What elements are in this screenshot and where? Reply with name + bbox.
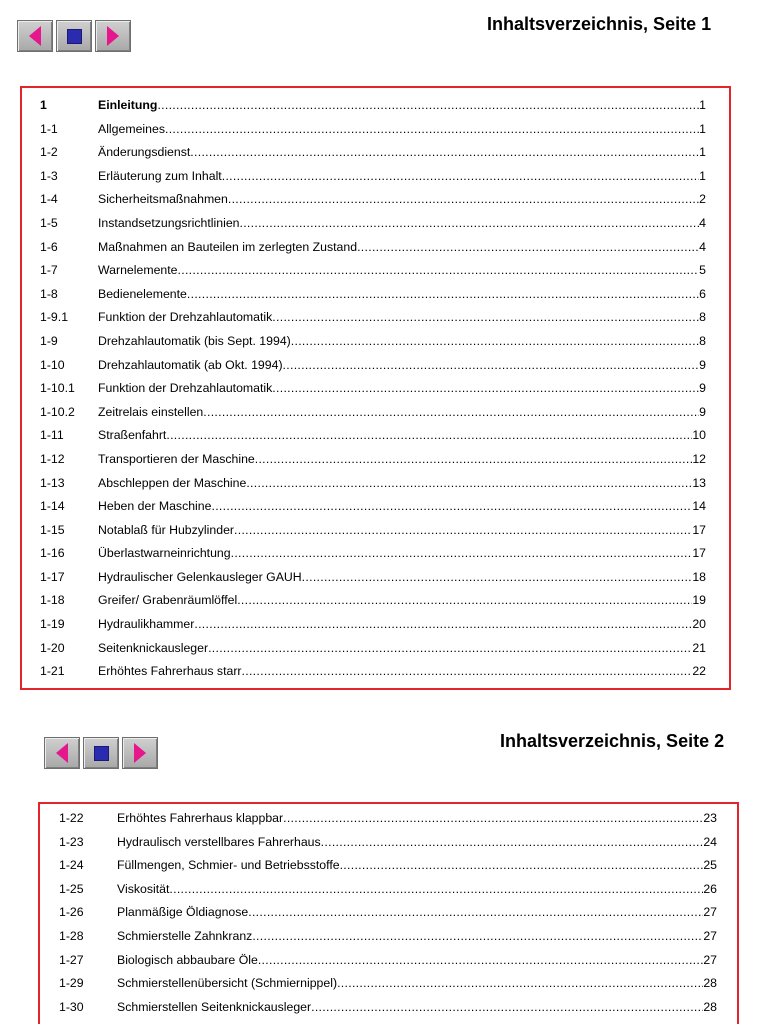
toc-entry-title[interactable]: Notablaß für Hubzylinder xyxy=(98,522,235,537)
toc-entry[interactable] xyxy=(40,236,706,260)
toc-entry-number: 1-7 xyxy=(40,263,58,278)
toc-entry[interactable] xyxy=(59,807,717,831)
toc-entry-number: 1-15 xyxy=(40,522,65,537)
toc-entry-number: 1-10.2 xyxy=(40,404,75,419)
nav-bar-1 xyxy=(17,20,131,52)
toc-entry[interactable] xyxy=(40,542,706,566)
toc-entry-number: 1-12 xyxy=(40,451,65,466)
toc-entry-page: 19 xyxy=(692,593,706,608)
toc-entry-title[interactable]: Seitenknickausleger xyxy=(98,640,209,655)
toc-dot-leader xyxy=(165,118,699,142)
toc-entry[interactable] xyxy=(40,283,706,307)
toc-entry-number: 1-8 xyxy=(40,286,58,301)
toc-entry-number: 1-21 xyxy=(40,664,65,679)
toc-entry-title[interactable]: Biologisch abbaubare Öle xyxy=(117,952,258,967)
toc-entry-title[interactable]: Funktion der Drehzahlautomatik xyxy=(98,310,273,325)
toc-entry[interactable] xyxy=(59,925,717,949)
square-stop-icon xyxy=(94,746,109,761)
toc-entry[interactable] xyxy=(40,519,706,543)
toc-dot-leader xyxy=(190,141,699,165)
toc-entry-number: 1-18 xyxy=(40,593,65,608)
toc-entry[interactable] xyxy=(40,613,706,637)
toc-entry-page: 5 xyxy=(699,263,706,278)
toc-entry-number: 1-14 xyxy=(40,499,65,514)
toc-dot-leader xyxy=(240,212,700,236)
toc-entry-page: 8 xyxy=(699,333,706,348)
toc-entry[interactable] xyxy=(40,637,706,661)
toc-entry[interactable] xyxy=(40,94,706,118)
toc-entry[interactable] xyxy=(59,878,717,902)
triangle-left-icon xyxy=(29,26,41,46)
toc-entry[interactable] xyxy=(40,401,706,425)
toc-dot-leader xyxy=(258,949,703,973)
toc-entry-number: 1-6 xyxy=(40,239,58,254)
toc-entry[interactable] xyxy=(40,589,706,613)
prev-page-button[interactable] xyxy=(17,20,53,52)
toc-entry-page: 27 xyxy=(703,928,717,943)
toc-dot-leader xyxy=(228,188,699,212)
toc-entry[interactable] xyxy=(59,996,717,1020)
toc-entry-page: 28 xyxy=(703,999,717,1014)
toc-entry-title[interactable]: Erhöhtes Fahrerhaus starr xyxy=(98,664,242,679)
toc-entry[interactable] xyxy=(40,660,706,684)
toc-dot-leader xyxy=(203,401,699,425)
toc-box-1 xyxy=(20,86,731,690)
toc-entry-page: 27 xyxy=(703,905,717,920)
toc-dot-leader xyxy=(157,94,699,118)
toc-entry-number: 1-10 xyxy=(40,357,65,372)
toc-dot-leader xyxy=(222,165,699,189)
toc-entry-number: 1-22 xyxy=(59,811,84,825)
toc-dot-leader xyxy=(357,236,699,260)
toc-entry-page: 10 xyxy=(692,428,706,443)
toc-entry-title[interactable]: Schmierstelle Zahnkranz xyxy=(117,928,253,943)
toc-dot-leader xyxy=(340,854,704,878)
toc-entry-title[interactable]: Einleitung xyxy=(98,98,158,112)
toc-entry-page: 13 xyxy=(692,475,706,490)
toc-dot-leader xyxy=(242,660,693,684)
toc-dot-leader xyxy=(237,589,692,613)
toc-entry[interactable] xyxy=(59,972,717,996)
toc-entry-title[interactable]: Allgemeines xyxy=(98,121,165,136)
toc-entry-title[interactable]: Abschleppen der Maschine xyxy=(98,475,247,490)
toc-entry-number: 1-13 xyxy=(40,475,65,490)
toc-entry-number: 1-4 xyxy=(40,192,58,207)
toc-entry-page: 1 xyxy=(699,168,706,183)
toc-dot-leader xyxy=(231,542,693,566)
nav-bar-2 xyxy=(44,737,158,769)
toc-entry-title[interactable]: Schmierstellen Seitenknickausleger xyxy=(117,999,312,1014)
toc-entry[interactable] xyxy=(40,306,706,330)
toc-dot-leader xyxy=(272,306,699,330)
toc-dot-leader xyxy=(255,448,693,472)
toc-dot-leader xyxy=(302,566,693,590)
toc-entry-page: 4 xyxy=(699,239,706,254)
toc-entry-page: 26 xyxy=(703,881,717,896)
toc-entry-number: 1-1 xyxy=(40,121,58,136)
toc-entry-title[interactable]: Viskosität xyxy=(117,881,170,896)
toc-entry[interactable] xyxy=(40,141,706,165)
toc-entry-number: 1-20 xyxy=(40,640,65,655)
toc-dot-leader xyxy=(169,878,703,902)
triangle-left-icon xyxy=(56,743,68,763)
toc-entry-title[interactable]: Erläuterung zum Inhalt xyxy=(98,168,222,183)
toc-dot-leader xyxy=(234,519,692,543)
triangle-right-icon xyxy=(107,26,119,46)
toc-entry-title[interactable]: Heben der Maschine xyxy=(98,499,212,514)
toc-entry-page: 1 xyxy=(699,145,706,160)
toc-entry-number: 1-24 xyxy=(59,858,84,873)
toc-entry-title[interactable]: Sicherheitsmaßnahmen xyxy=(98,192,228,207)
toc-entry-number: 1-9.1 xyxy=(40,310,69,325)
toc-entry-page: 28 xyxy=(703,976,717,991)
toc-dot-leader xyxy=(248,901,703,925)
toc-entry-title[interactable]: Bedienelemente xyxy=(98,286,187,301)
toc-dot-leader xyxy=(311,996,703,1020)
toc-entry-page: 1 xyxy=(699,98,706,112)
toc-entry-title[interactable]: Zeitrelais einstellen xyxy=(98,404,204,419)
toc-entry-title[interactable]: Planmäßige Öldiagnose xyxy=(117,905,249,920)
toc-entry-title[interactable]: Hydraulikhammer xyxy=(98,617,195,632)
toc-entry-page: 12 xyxy=(692,451,706,466)
toc-dot-leader xyxy=(283,807,703,831)
toc-entry-title[interactable]: Funktion der Drehzahlautomatik xyxy=(98,381,273,396)
toc-entry-number: 1-23 xyxy=(59,834,84,849)
toc-entry-number: 1-27 xyxy=(59,952,84,967)
toc-entry-page: 23 xyxy=(703,811,717,825)
toc-entry-page: 18 xyxy=(692,569,706,584)
toc-entry-title[interactable]: Hydraulischer Gelenkausleger GAUH xyxy=(98,569,302,584)
page-title-2: Inhaltsverzeichnis, Seite 2 xyxy=(500,731,725,751)
stop-button[interactable] xyxy=(56,20,92,52)
toc-entry[interactable] xyxy=(40,330,706,354)
toc-entry[interactable] xyxy=(40,472,706,496)
toc-dot-leader xyxy=(178,259,700,283)
toc-entry[interactable] xyxy=(40,165,706,189)
toc-entry-page: 21 xyxy=(692,640,706,655)
toc-entry-title[interactable]: Instandsetzungsrichtlinien xyxy=(98,215,240,230)
toc-entry-page: 17 xyxy=(692,546,706,561)
toc-entry[interactable] xyxy=(40,566,706,590)
toc-entry-page: 6 xyxy=(699,286,706,301)
square-stop-icon xyxy=(67,29,82,44)
toc-dot-leader xyxy=(246,472,692,496)
toc-entry-number: 1-26 xyxy=(59,905,84,920)
toc-entry-page: 20 xyxy=(692,617,706,632)
toc-dot-leader xyxy=(337,972,703,996)
toc-dot-leader xyxy=(291,330,699,354)
toc-entry[interactable] xyxy=(40,354,706,378)
toc-entry[interactable] xyxy=(40,188,706,212)
toc-entry-title[interactable]: Schmierstellenübersicht (Schmiernippel) xyxy=(117,976,338,991)
toc-entry-number: 1-11 xyxy=(40,428,64,443)
toc-entry-page: 4 xyxy=(699,215,706,230)
next-page-button[interactable] xyxy=(122,737,158,769)
toc-dot-leader xyxy=(283,354,700,378)
toc-entry-number: 1-25 xyxy=(59,881,84,896)
toc-entry-page: 27 xyxy=(703,952,717,967)
toc-entry[interactable] xyxy=(40,377,706,401)
prev-page-button[interactable] xyxy=(44,737,80,769)
toc-entry-title[interactable]: Überlastwarneinrichtung xyxy=(98,546,231,561)
toc-entry-title[interactable]: Drehzahlautomatik (bis Sept. 1994) xyxy=(98,333,291,348)
toc-entry-title[interactable]: Maßnahmen an Bauteilen im zerlegten Zustand xyxy=(98,239,358,254)
toc-entry-number: 1 xyxy=(40,98,47,112)
toc-entry[interactable] xyxy=(40,118,706,142)
toc-entry-page: 9 xyxy=(699,381,706,396)
toc-entry-title[interactable]: Warnelemente xyxy=(98,263,178,278)
toc-entry-title[interactable]: Füllmengen, Schmier- und Betriebsstoffe xyxy=(117,858,340,873)
toc-entry-number: 1-16 xyxy=(40,546,65,561)
toc-dot-leader xyxy=(166,424,692,448)
toc-entry-title[interactable]: Transportieren der Maschine xyxy=(98,451,255,466)
toc-dot-leader xyxy=(272,377,699,401)
toc-entry-number: 1-29 xyxy=(59,976,84,991)
toc-dot-leader xyxy=(211,495,692,519)
next-page-button[interactable] xyxy=(95,20,131,52)
page-title-1: Inhaltsverzeichnis, Seite 1 xyxy=(487,14,712,34)
toc-entry-title[interactable]: Erhöhtes Fahrerhaus klappbar xyxy=(117,811,284,825)
toc-entry[interactable] xyxy=(40,212,706,236)
toc-entry-page: 22 xyxy=(692,664,706,679)
toc-dot-leader xyxy=(321,831,704,855)
toc-entry-page: 1 xyxy=(699,121,706,136)
toc-entry-number: 1-5 xyxy=(40,215,58,230)
triangle-right-icon xyxy=(134,743,146,763)
toc-entry[interactable] xyxy=(40,495,706,519)
stop-button[interactable] xyxy=(83,737,119,769)
toc-dot-leader xyxy=(252,925,703,949)
toc-entry-number: 1-28 xyxy=(59,928,84,943)
toc-entry-title[interactable]: Greifer/ Grabenräumlöffel xyxy=(98,593,238,608)
toc-entry[interactable] xyxy=(59,949,717,973)
toc-entry-number: 1-2 xyxy=(40,145,58,160)
toc-dot-leader xyxy=(187,283,699,307)
toc-entry-page: 2 xyxy=(699,192,706,207)
toc-entry-number: 1-17 xyxy=(40,569,65,584)
toc-dot-leader xyxy=(208,637,692,661)
toc-entry-title[interactable]: Hydraulisch verstellbares Fahrerhaus xyxy=(117,834,321,849)
toc-entry-number: 1-30 xyxy=(59,999,84,1014)
toc-box-2 xyxy=(38,802,739,1024)
toc-entry[interactable] xyxy=(40,448,706,472)
toc-entry-page: 14 xyxy=(692,499,706,514)
toc-entry[interactable] xyxy=(59,901,717,925)
toc-entry-title[interactable]: Drehzahlautomatik (ab Okt. 1994) xyxy=(98,357,283,372)
toc-entry-page: 8 xyxy=(699,310,706,325)
toc-entry-page: 24 xyxy=(703,834,717,849)
toc-entry[interactable] xyxy=(40,424,706,448)
toc-entry-number: 1-10.1 xyxy=(40,381,75,396)
toc-entry-title[interactable]: Änderungsdienst xyxy=(98,145,191,160)
toc-entry[interactable] xyxy=(40,259,706,283)
toc-entry[interactable] xyxy=(59,854,717,878)
toc-entry[interactable] xyxy=(59,831,717,855)
toc-entry-title[interactable]: Straßenfahrt xyxy=(98,428,167,443)
toc-entry-number: 1-19 xyxy=(40,617,65,632)
toc-entry-page: 25 xyxy=(703,858,717,873)
toc-entry-number: 1-3 xyxy=(40,168,58,183)
toc-entry-number: 1-9 xyxy=(40,333,58,348)
toc-entry-page: 9 xyxy=(699,357,706,372)
toc-entry-page: 9 xyxy=(699,404,706,419)
toc-dot-leader xyxy=(194,613,692,637)
toc-entry-page: 17 xyxy=(692,522,706,537)
